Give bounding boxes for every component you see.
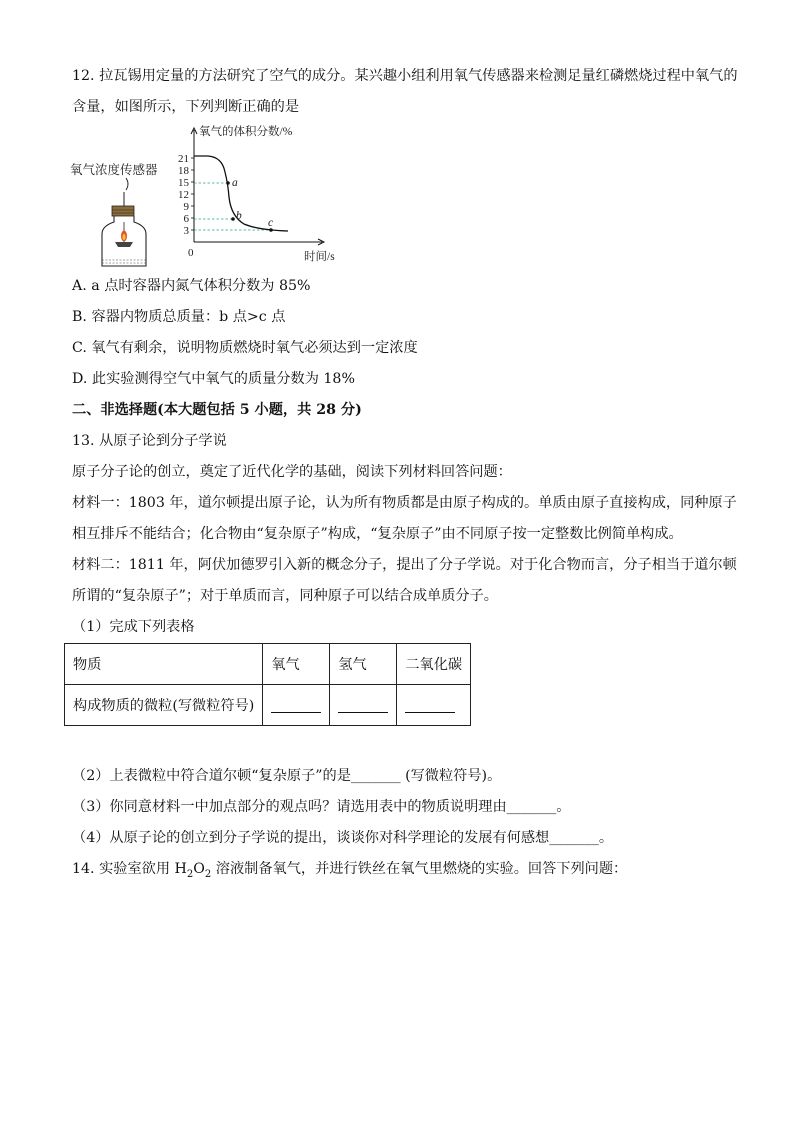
q14-sub-a: 2	[186, 868, 194, 880]
point-a-label: a	[232, 177, 238, 189]
table-header-row	[65, 644, 471, 685]
table-row	[65, 685, 471, 726]
x-axis-label: 时间/s	[304, 251, 335, 263]
q12-stem-line1: 12. 拉瓦锡用定量的方法研究了空气的成分。某兴趣小组利用氧气传感器来检测足量红磷燃烧过程中氧气的	[72, 68, 738, 84]
y-axis-label: 氧气的体积分数/%	[199, 126, 293, 138]
point-c-label: c	[268, 217, 274, 229]
y-tick-label: 6	[183, 213, 189, 225]
y-tick-label: 3	[183, 225, 189, 237]
bottle-apparatus-icon	[102, 192, 146, 266]
sensor-label: 氧气浓度传感器	[70, 163, 158, 177]
table-header-co2: 二氧化碳	[397, 644, 471, 685]
y-tick-label: 12	[178, 189, 189, 201]
q13-intro: 原子分子论的创立，奠定了近代化学的基础，阅读下列材料回答问题：	[72, 464, 512, 480]
q13-sub2: （2）上表微粒中符合道尔顿“复杂原子”的是_______ (写微粒符号)。	[72, 768, 502, 784]
q13-title: 13. 从原子论到分子学说	[72, 433, 227, 449]
q13-sub3: （3）你同意材料一中加点部分的观点吗？请选用表中的物质说明理由_______。	[72, 799, 571, 815]
q14-stem	[72, 859, 627, 885]
q14-prefix: 14. 实验室欲用 H	[72, 861, 187, 877]
y-tick-label: 9	[183, 201, 189, 213]
origin-label: 0	[188, 247, 194, 259]
point-b-label: b	[236, 210, 242, 222]
answer-blank-co2[interactable]	[397, 685, 471, 726]
q13-material2-line2: 所谓的“复杂原子”；对于单质而言，同种原子可以结合成单质分子。	[72, 588, 498, 604]
table-header-hydrogen: 氢气	[330, 644, 397, 685]
q12-option-c: C. 氧气有剩余，说明物质燃烧时氧气必须达到一定浓度	[72, 340, 418, 356]
y-tick-label: 15	[178, 177, 189, 189]
table-header-substance: 物质	[65, 644, 263, 685]
q12-option-b: B. 容器内物质总质量：b 点>c 点	[72, 309, 286, 325]
y-ticks	[178, 153, 194, 237]
oxygen-curve-figure	[68, 122, 348, 272]
particle-table	[64, 643, 471, 726]
q12-stem-line2: 含量，如图所示，下列判断正确的是	[72, 99, 300, 115]
q14-middle: O	[193, 861, 205, 877]
q13-material1-line1: 材料一：1803 年，道尔顿提出原子论，认为所有物质都是由原子构成的。单质由原子直接构成，同种原子	[72, 495, 737, 511]
q13-sub1: （1）完成下列表格	[72, 619, 195, 635]
q12-option-a: A. a 点时容器内氮气体积分数为 85%	[72, 278, 311, 294]
y-tick-label: 18	[178, 165, 189, 177]
answer-blank-oxygen[interactable]	[263, 685, 330, 726]
q13-material2-line1: 材料二：1811 年，阿伏加德罗引入新的概念分子，提出了分子学说。对于化合物而言，分子相当于道尔顿	[72, 557, 737, 573]
table-header-oxygen: 氧气	[263, 644, 330, 685]
section2-title: 二、非选择题(本大题包括 5 小题，共 28 分)	[72, 402, 362, 418]
q12-option-d: D. 此实验测得空气中氧气的质量分数为 18%	[72, 371, 355, 387]
y-tick-label: 21	[178, 153, 189, 165]
table-row-label: 构成物质的微粒(写微粒符号)	[65, 685, 263, 726]
q14-suffix: 溶液制备氧气，并进行铁丝在氧气里燃烧的实验。回答下列问题：	[211, 861, 628, 877]
q13-material1-line2: 相互排斥不能结合；化合物由“复杂原子”构成，“复杂原子”由不同原子按一定整数比例简单构成。	[72, 526, 683, 542]
answer-blank-hydrogen[interactable]	[330, 685, 397, 726]
q14-sub-b: 2	[204, 868, 212, 880]
q13-sub4: （4）从原子论的创立到分子学说的提出，谈谈你对科学理论的发展有何感想_______。	[72, 830, 614, 846]
